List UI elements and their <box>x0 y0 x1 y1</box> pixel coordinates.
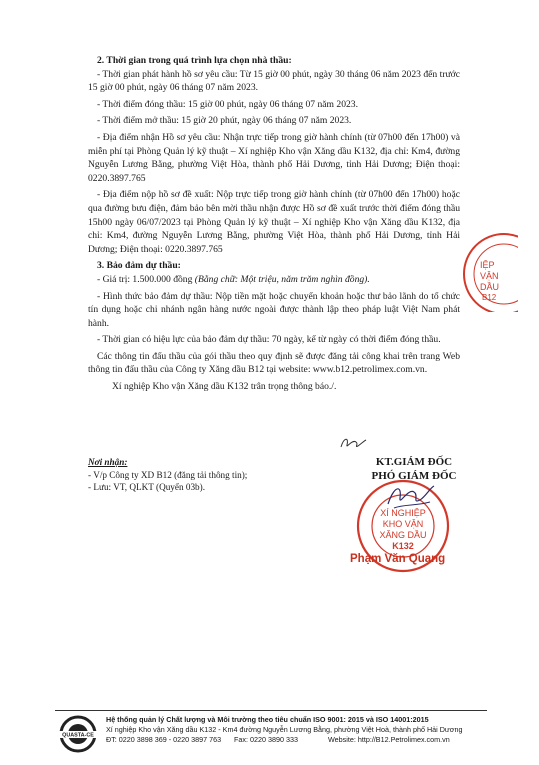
signer-name: Phạm Văn Quang <box>350 553 446 565</box>
svg-text:DẦU: DẦU <box>480 282 500 292</box>
recipient-line-1: - V/p Công ty XD B12 (đăng tải thông tin); <box>88 469 248 480</box>
signature-title-1: KT.GIÁM ĐỐC <box>375 456 453 468</box>
submit-place-paragraph: - Địa điểm nộp hồ sơ đề xuất: Nộp trực tiếp trong giờ hành chính (từ 07h00 đến 17h00) hoặc qua đường bưu điện, đảm bảo bên mời thầu nhận được Hồ sơ đề xuất trước thời điểm đóng thầu 15h00 ngày 06/07/2023 tại Phòng Quản lý kỹ thuật – Xí nghiệp Kho vận Xăng dầu K132, địa chỉ: Km4, đường Nguyễn Lương Bằng, phường Việt Hòa, thành phố Hải Dương, tỉnh Hải Dương; Điện thoại: 0220.3897.765 <box>88 189 460 255</box>
document-body <box>88 54 460 394</box>
guarantee-form-paragraph: - Hình thức bảo đảm dự thầu: Nộp tiền mặt hoặc chuyển khoản hoặc thư bảo lãnh do tổ chức tín dụng hoặc chi nhánh ngân hàng nước ngoài được thành lập theo pháp luật Việt Nam phát hành. <box>88 290 460 329</box>
guarantee-value: - Giá trị: 1.500.000 đồng <box>97 273 195 285</box>
guarantee-value-words: (Bằng chữ: Một triệu, năm trăm nghìn đồng). <box>194 273 370 285</box>
section-3-heading: 3. Bảo đảm dự thầu: <box>97 260 181 272</box>
opening-time-paragraph: - Thời điểm mở thầu: 15 giờ 20 phút, ngày 06 tháng 07 năm 2023. <box>97 115 352 127</box>
footer-phone: ĐT: 0220 3898 369 - 0220 3897 763 <box>106 735 222 744</box>
footer-divider <box>55 710 487 711</box>
footer-website: Website: http://B12.Petrolimex.com.vn <box>328 735 450 744</box>
quasta-ce-logo <box>58 714 98 754</box>
footer-iso-line: Hệ thống quản lý Chất lượng và Môi trường theo tiêu chuẩn ISO 9001: 2015 và ISO 14001:2015 <box>106 715 429 724</box>
guarantee-value-paragraph <box>88 273 460 287</box>
svg-text:VẬN: VẬN <box>480 271 499 281</box>
recipients-label: Nơi nhận: <box>88 457 128 467</box>
stamp-line-1: XÍ NGHIỆP <box>380 508 426 518</box>
logo-text: QUASTA-CE <box>62 732 94 739</box>
closing-time-paragraph: - Thời điểm đóng thầu: 15 giờ 00 phút, ngày 06 tháng 07 năm 2023. <box>97 98 358 110</box>
handwritten-signature <box>384 478 438 514</box>
svg-text:B12: B12 <box>482 293 497 302</box>
footer-fax: Fax: 0220 3890 333 <box>234 735 298 744</box>
recipients-block <box>88 456 308 494</box>
svg-text:IỆP: IỆP <box>480 260 495 270</box>
closing-line: Xí nghiệp Kho vận Xăng dầu K132 trân trọng thông báo./. <box>112 381 337 393</box>
footer-info <box>106 715 496 745</box>
partial-stamp-seal <box>452 232 518 312</box>
receive-place-paragraph: - Địa điểm nhận Hồ sơ yêu cầu: Nhận trực tiếp trong giờ hành chính (từ 07h00 đến 17h00) và miễn phí tại Phòng Quản lý kỹ thuật – Xí nghiệp Kho vận Xăng dầu K132, địa chỉ: Km4, đường Nguyễn Lương Bằng, phường Việt Hòa, thành phố Hải Dương, tỉnh Hải Dương; Điện thoại: 0220.3897.765 <box>88 131 460 184</box>
notice-paragraph: Các thông tin đấu thầu của gói thầu theo quy định sẽ được đăng tải công khai trên trang Web thông tin đấu thầu của Công ty Xăng dầu B12 tại website: www.b12.petrolimex.com.vn. <box>88 350 460 376</box>
section-2-heading: 2. Thời gian trong quá trình lựa chọn nhà thầu: <box>97 55 292 66</box>
recipient-line-2: - Lưu: VT, QLKT (Quyển 03b). <box>88 482 205 493</box>
issue-time-paragraph: - Thời gian phát hành hồ sơ yêu cầu: Từ 15 giờ 00 phút, ngày 30 tháng 06 năm 2023 đến trước 15 giờ 00 phút, ngày 06 tháng 07 năm 2023. <box>88 68 460 94</box>
footer-contact-line <box>106 735 496 745</box>
stamp-line-3: XĂNG DẦU <box>379 530 427 540</box>
signature-title-2: PHÓ GIÁM ĐỐC <box>371 470 457 482</box>
guarantee-validity-paragraph: - Thời gian có hiệu lực của bảo đảm dự thầu: 70 ngày, kể từ ngày có thời điểm đóng thầu. <box>97 334 441 346</box>
stamp-line-2: KHO VẬN <box>382 519 424 529</box>
footer-address-line: Xí nghiệp Kho vận Xăng dầu K132 - Km4 đường Nguyễn Lương Bằng, phường Việt Hoà, thành phố Hải Dương <box>106 725 463 734</box>
stamp-line-4: K132 <box>392 541 414 551</box>
initial-mark <box>338 435 368 451</box>
